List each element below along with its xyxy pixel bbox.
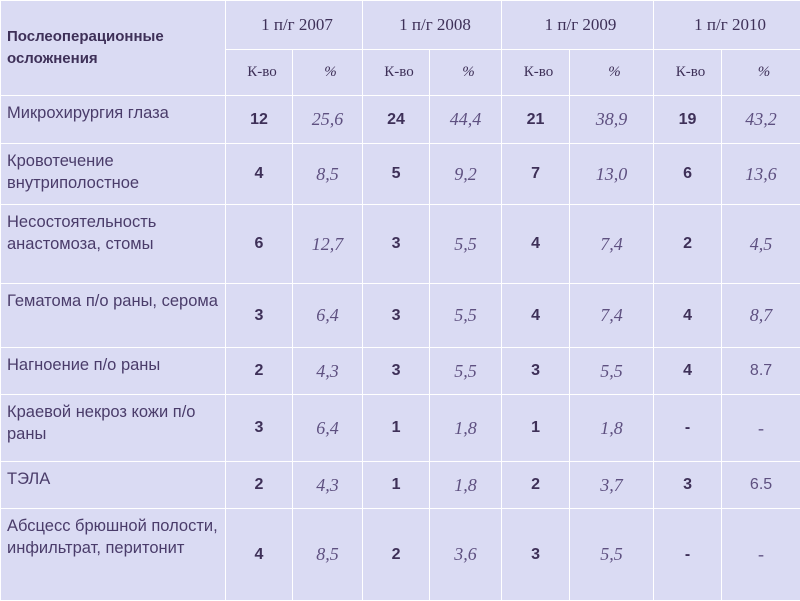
percent-cell: 4,5 <box>722 205 800 284</box>
year-header-2009: 1 п/г 2009 <box>502 1 654 50</box>
percent-cell: 7,4 <box>570 284 654 348</box>
percent-cell: 3,6 <box>430 509 502 601</box>
count-cell: 4 <box>502 205 570 284</box>
count-cell: 4 <box>654 284 722 348</box>
count-cell: 3 <box>654 462 722 509</box>
count-cell: 21 <box>502 96 570 144</box>
count-cell: 4 <box>226 144 293 205</box>
percent-cell: 6.5 <box>722 462 800 509</box>
count-cell: 7 <box>502 144 570 205</box>
percent-cell: 8,7 <box>722 284 800 348</box>
percent-subheader: % <box>430 50 502 96</box>
percent-cell: 6,4 <box>293 284 363 348</box>
percent-cell: 43,2 <box>722 96 800 144</box>
count-cell: 6 <box>226 205 293 284</box>
percent-subheader: % <box>570 50 654 96</box>
percent-cell: 5,5 <box>430 284 502 348</box>
count-cell: 2 <box>226 348 293 395</box>
row-label: Несостоятельность анастомоза, стомы <box>1 205 226 284</box>
count-subheader: К-во <box>502 50 570 96</box>
table-row <box>1 205 800 284</box>
count-cell: 6 <box>654 144 722 205</box>
count-cell: 24 <box>363 96 430 144</box>
row-label: Абсцесс брюшной полости, инфильтрат, перитонит <box>1 509 226 601</box>
count-cell: 3 <box>226 395 293 462</box>
count-cell: 2 <box>654 205 722 284</box>
count-cell: 1 <box>502 395 570 462</box>
percent-cell: 13,6 <box>722 144 800 205</box>
count-subheader: К-во <box>363 50 430 96</box>
percent-cell: 8,5 <box>293 144 363 205</box>
count-cell: 3 <box>502 348 570 395</box>
count-cell: 12 <box>226 96 293 144</box>
percent-cell: 1,8 <box>430 462 502 509</box>
percent-cell: 7,4 <box>570 205 654 284</box>
percent-cell: 13,0 <box>570 144 654 205</box>
percent-cell: - <box>722 395 800 462</box>
row-label: Краевой некроз кожи п/о раны <box>1 395 226 462</box>
percent-subheader: % <box>722 50 800 96</box>
percent-cell: 38,9 <box>570 96 654 144</box>
count-cell: 3 <box>363 348 430 395</box>
count-cell: 1 <box>363 395 430 462</box>
table-row <box>1 284 800 348</box>
year-header-2010: 1 п/г 2010 <box>654 1 800 50</box>
count-cell: 2 <box>502 462 570 509</box>
percent-cell: 8.7 <box>722 348 800 395</box>
count-cell: 3 <box>363 205 430 284</box>
year-header-2007: 1 п/г 2007 <box>226 1 363 50</box>
percent-cell: 5,5 <box>570 509 654 601</box>
row-label: Нагноение п/о раны <box>1 348 226 395</box>
row-label: Гематома п/о раны, серома <box>1 284 226 348</box>
table-row <box>1 96 800 144</box>
corner-header: Послеоперационные осложнения <box>1 1 226 96</box>
row-label: Микрохирургия глаза <box>1 96 226 144</box>
percent-cell: 8,5 <box>293 509 363 601</box>
count-subheader: К-во <box>226 50 293 96</box>
percent-cell: 1,8 <box>570 395 654 462</box>
count-subheader: К-во <box>654 50 722 96</box>
table-row <box>1 395 800 462</box>
percent-cell: 12,7 <box>293 205 363 284</box>
percent-cell: 3,7 <box>570 462 654 509</box>
percent-cell: 5,5 <box>430 348 502 395</box>
count-cell: - <box>654 509 722 601</box>
row-label: ТЭЛА <box>1 462 226 509</box>
percent-cell: 9,2 <box>430 144 502 205</box>
count-cell: 4 <box>654 348 722 395</box>
percent-cell: 5,5 <box>570 348 654 395</box>
row-label: Кровотечение внутриполостное <box>1 144 226 205</box>
table-row <box>1 144 800 205</box>
percent-cell: 44,4 <box>430 96 502 144</box>
percent-cell: 1,8 <box>430 395 502 462</box>
percent-cell: 4,3 <box>293 462 363 509</box>
table-row <box>1 509 800 601</box>
count-cell: 3 <box>226 284 293 348</box>
percent-cell: 6,4 <box>293 395 363 462</box>
percent-cell: 25,6 <box>293 96 363 144</box>
year-header-2008: 1 п/г 2008 <box>363 1 502 50</box>
percent-cell: 5,5 <box>430 205 502 284</box>
percent-cell: 4,3 <box>293 348 363 395</box>
count-cell: 1 <box>363 462 430 509</box>
table-row <box>1 462 800 509</box>
count-cell: 4 <box>502 284 570 348</box>
count-cell: 4 <box>226 509 293 601</box>
count-cell: 5 <box>363 144 430 205</box>
count-cell: 2 <box>363 509 430 601</box>
count-cell: 3 <box>502 509 570 601</box>
count-cell: 19 <box>654 96 722 144</box>
count-cell: 3 <box>363 284 430 348</box>
count-cell: - <box>654 395 722 462</box>
percent-cell: - <box>722 509 800 601</box>
percent-subheader: % <box>293 50 363 96</box>
count-cell: 2 <box>226 462 293 509</box>
table-row <box>1 348 800 395</box>
